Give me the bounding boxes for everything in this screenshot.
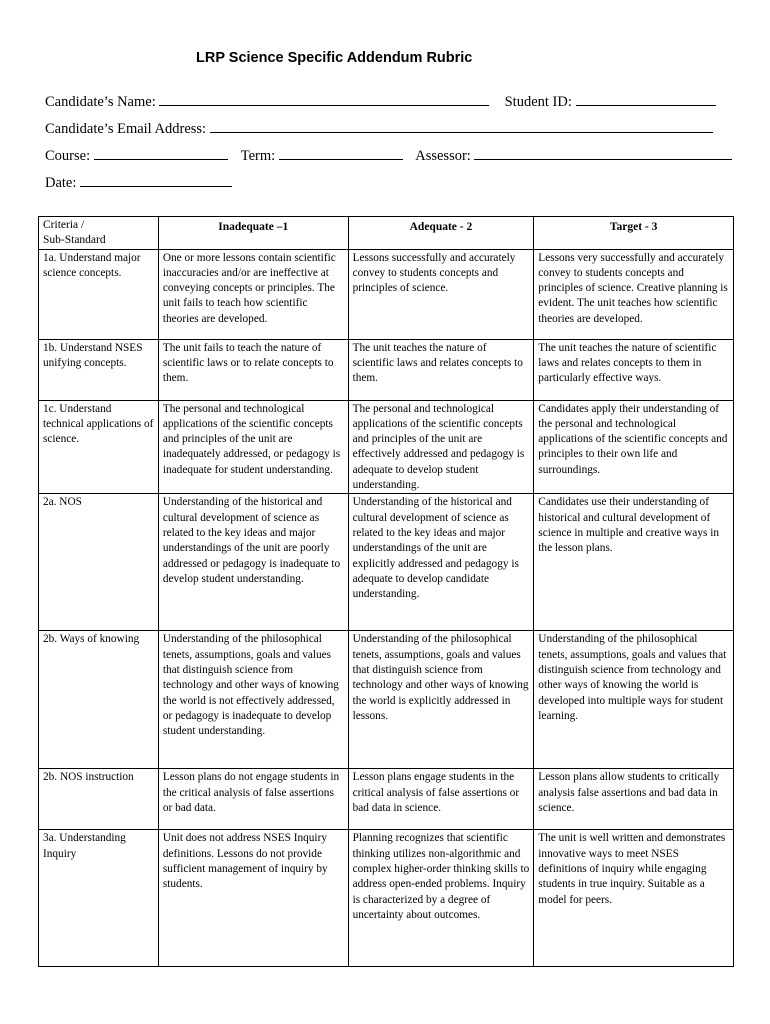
criterion-cell: 1a. Understand major science concepts. — [39, 249, 159, 339]
table-row — [39, 830, 734, 967]
header-criteria-line2: Sub-Standard — [43, 234, 106, 247]
course-label: Course: — [45, 148, 91, 164]
table-header-row — [39, 217, 734, 250]
table-row — [39, 631, 734, 769]
target-cell: Candidates apply their understanding of the personal and technological applications of the scientific concepts and principles to their own life and surroundings. — [534, 400, 734, 494]
date-field[interactable] — [80, 174, 232, 187]
term-label: Term: — [240, 148, 276, 164]
assessor-label: Assessor: — [415, 148, 471, 164]
target-cell: The unit is well written and demonstrates innovative ways to meet NSES definitions of inquiry while engaging students in true inquiry. Suitable as a model for peers. — [534, 830, 734, 967]
assessor-field[interactable] — [474, 147, 732, 160]
inadequate-cell: Lesson plans do not engage students in the critical analysis of false assertions or bad data. — [158, 769, 348, 830]
criterion-cell: 2b. NOS instruction — [39, 769, 159, 830]
inadequate-cell: Understanding of the philosophical tenets, assumptions, goals and values that distinguish science from technology and other ways of knowing the world is not effectively addressed, or pedagogy is inadequate to develop student understanding. — [158, 631, 348, 769]
table-row — [39, 769, 734, 830]
candidate-name-label: Candidate’s Name: — [45, 94, 156, 110]
target-cell: Candidates use their understanding of historical and cultural development of science in multiple and creative ways in the lesson plans. — [534, 494, 734, 631]
date-row — [45, 174, 232, 192]
term-field[interactable] — [279, 147, 403, 160]
header-target: Target - 3 — [534, 217, 734, 250]
inadequate-cell: One or more lessons contain scientific inaccuracies and/or are ineffective at conveying concepts or principles. The unit fails to teach how scientific theories are developed. — [158, 249, 348, 339]
inadequate-cell: Unit does not address NSES Inquiry definitions. Lessons do not provide sufficient management of inquiry by students. — [158, 830, 348, 967]
header-inadequate: Inadequate –1 — [158, 217, 348, 250]
rubric-table — [38, 216, 734, 967]
header-criteria-line1: Criteria / — [43, 219, 85, 231]
course-row — [45, 147, 732, 165]
inadequate-cell: The personal and technological applications of the scientific concepts and principles of the unit are inadequately addressed, or pedagogy is inadequate for student understanding. — [158, 400, 348, 494]
email-row — [45, 120, 713, 138]
header-adequate: Adequate - 2 — [348, 217, 534, 250]
table-row — [39, 249, 734, 339]
target-cell: The unit teaches the nature of scientific laws and relates concepts to them in particularly effective ways. — [534, 339, 734, 400]
email-label: Candidate’s Email Address: — [45, 121, 207, 137]
adequate-cell: Understanding of the historical and cultural development of science as related to the key ideas and major understandings of the unit are explicitly addressed and pedagogy is adequate to develop candidate understanding. — [348, 494, 534, 631]
candidate-name-row — [45, 93, 716, 111]
course-field[interactable] — [94, 147, 228, 160]
adequate-cell: The unit teaches the nature of scientific laws and relates concepts to them. — [348, 339, 534, 400]
candidate-name-field[interactable] — [159, 93, 489, 106]
target-cell: Understanding of the philosophical tenets, assumptions, goals and values that distinguish science from technology and other ways of knowing the world is developed into multiple ways for student learning. — [534, 631, 734, 769]
header-criteria — [39, 217, 159, 250]
criterion-cell: 2b. Ways of knowing — [39, 631, 159, 769]
adequate-cell: Understanding of the philosophical tenets, assumptions, goals and values that distinguish science from technology and other ways of knowing the world is explicitly addressed in lessons. — [348, 631, 534, 769]
criterion-cell: 1c. Understand technical applications of science. — [39, 400, 159, 494]
page-title: LRP Science Specific Addendum Rubric — [196, 50, 473, 66]
table-row — [39, 400, 734, 494]
adequate-cell: Planning recognizes that scientific thinking utilizes non-algorithmic and complex higher-order thinking skills to address open-ended problems. Inquiry is characterized by a degree of uncertainty about outcomes. — [348, 830, 534, 967]
target-cell: Lesson plans allow students to critically analysis false assertions and bad data in science. — [534, 769, 734, 830]
student-id-label: Student ID: — [504, 94, 572, 110]
criterion-cell: 3a. Understanding Inquiry — [39, 830, 159, 967]
criterion-cell: 2a. NOS — [39, 494, 159, 631]
table-row — [39, 339, 734, 400]
target-cell: Lessons very successfully and accurately convey to students concepts and principles of science. Creative planning is evident. The unit teaches how scientific theories are developed. — [534, 249, 734, 339]
inadequate-cell: Understanding of the historical and cultural development of science as related to the key ideas and major understandings of the unit are poorly addressed or pedagogy is inadequate to develop student understanding. — [158, 494, 348, 631]
adequate-cell: Lessons successfully and accurately convey to students concepts and principles of science. — [348, 249, 534, 339]
student-id-field[interactable] — [576, 93, 716, 106]
criterion-cell: 1b. Understand NSES unifying concepts. — [39, 339, 159, 400]
adequate-cell: Lesson plans engage students in the critical analysis of false assertions or bad data in science. — [348, 769, 534, 830]
table-row — [39, 494, 734, 631]
inadequate-cell: The unit fails to teach the nature of scientific laws or to relate concepts to them. — [158, 339, 348, 400]
adequate-cell: The personal and technological applications of the scientific concepts and principles of the unit are effectively addressed and pedagogy is adequate to develop student understanding. — [348, 400, 534, 494]
date-label: Date: — [45, 175, 77, 191]
email-field[interactable] — [210, 120, 713, 133]
